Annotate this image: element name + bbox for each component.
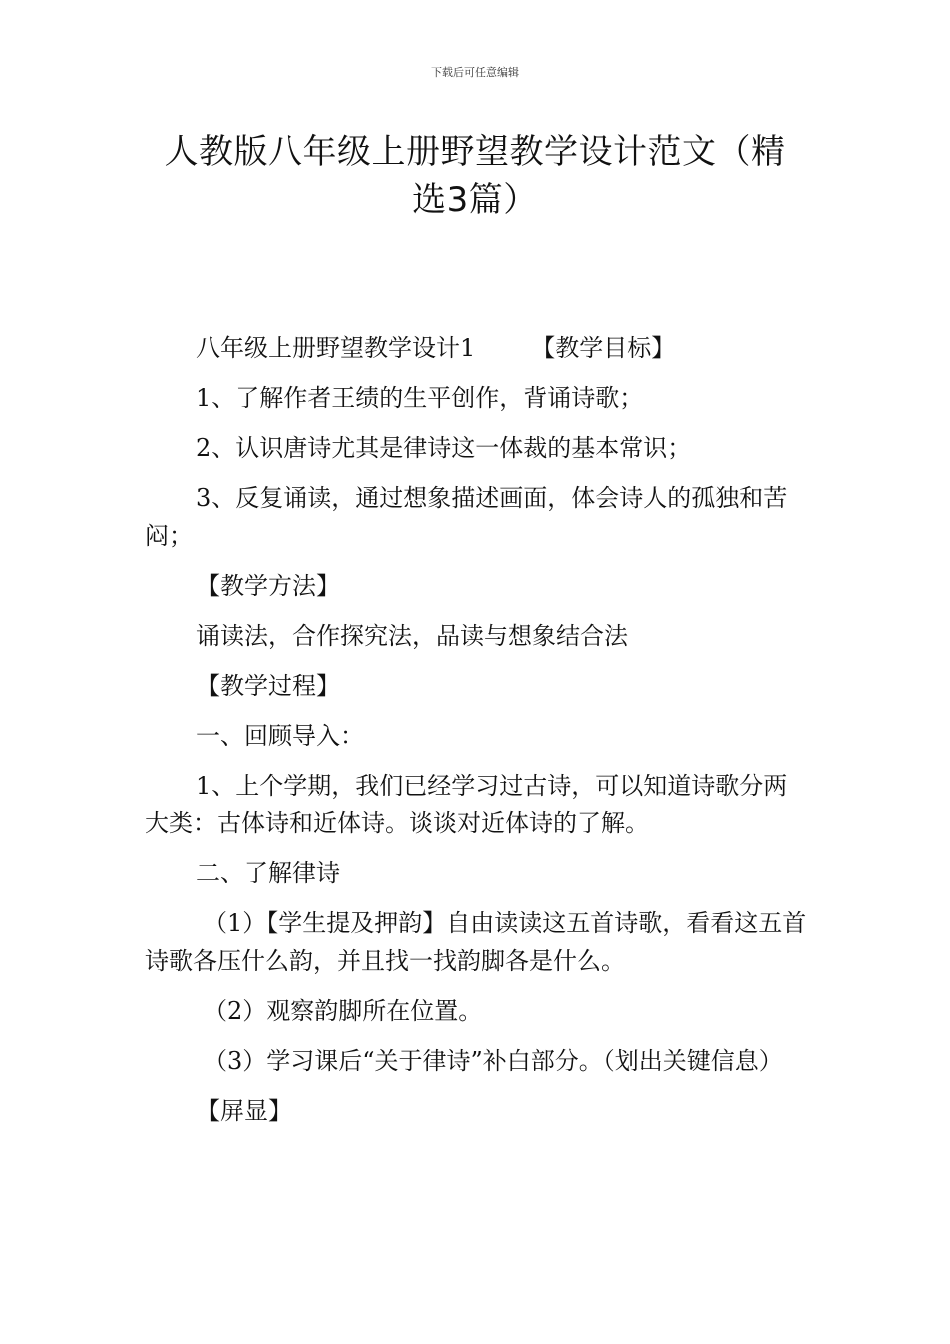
method-heading: 【教学方法】 <box>196 571 340 600</box>
section-heading-line <box>145 330 810 368</box>
header-note: 下载后可任意编辑 <box>431 66 519 79</box>
step-2-item-2: （2）观察韵脚所在位置。 <box>203 996 483 1025</box>
step-1-heading: 一、回顾导入： <box>196 721 364 750</box>
process-heading: 【教学过程】 <box>196 671 340 700</box>
goal-item-3: 3、反复诵读，通过想象描述画面，体会诗人的孤独和苦闷； <box>145 484 788 550</box>
document-title: 人教版八年级上册野望教学设计范文（精选3篇） <box>164 132 786 220</box>
goal-item-2: 2、认识唐诗尤其是律诗这一体裁的基本常识； <box>196 434 692 462</box>
step-1-text: 1、上个学期，我们已经学习过古诗，可以知道诗歌分两大类：古体诗和近体诗。谈谈对近体诗的了解。 <box>145 771 788 837</box>
goal-item-1: 1、了解作者王绩的生平创作，背诵诗歌； <box>196 384 644 412</box>
step-2-item-3: （3）学习课后“关于律诗”补白部分。（划出关键信息） <box>203 1046 783 1075</box>
step-2-heading: 二、了解律诗 <box>196 859 340 887</box>
lesson-title: 八年级上册野望教学设计1 <box>196 334 476 362</box>
method-text: 诵读法，合作探究法，品读与想象结合法 <box>196 621 628 650</box>
step-2-item-1: （1）【学生提及押韵】自由读读这五首诗歌，看看这五首诗歌各压什么韵，并且找一找韵脚各是什么。 <box>145 909 807 975</box>
goals-heading: 【教学目标】 <box>531 334 676 362</box>
document-body <box>145 330 810 1143</box>
screen-heading: 【屏显】 <box>196 1096 292 1125</box>
